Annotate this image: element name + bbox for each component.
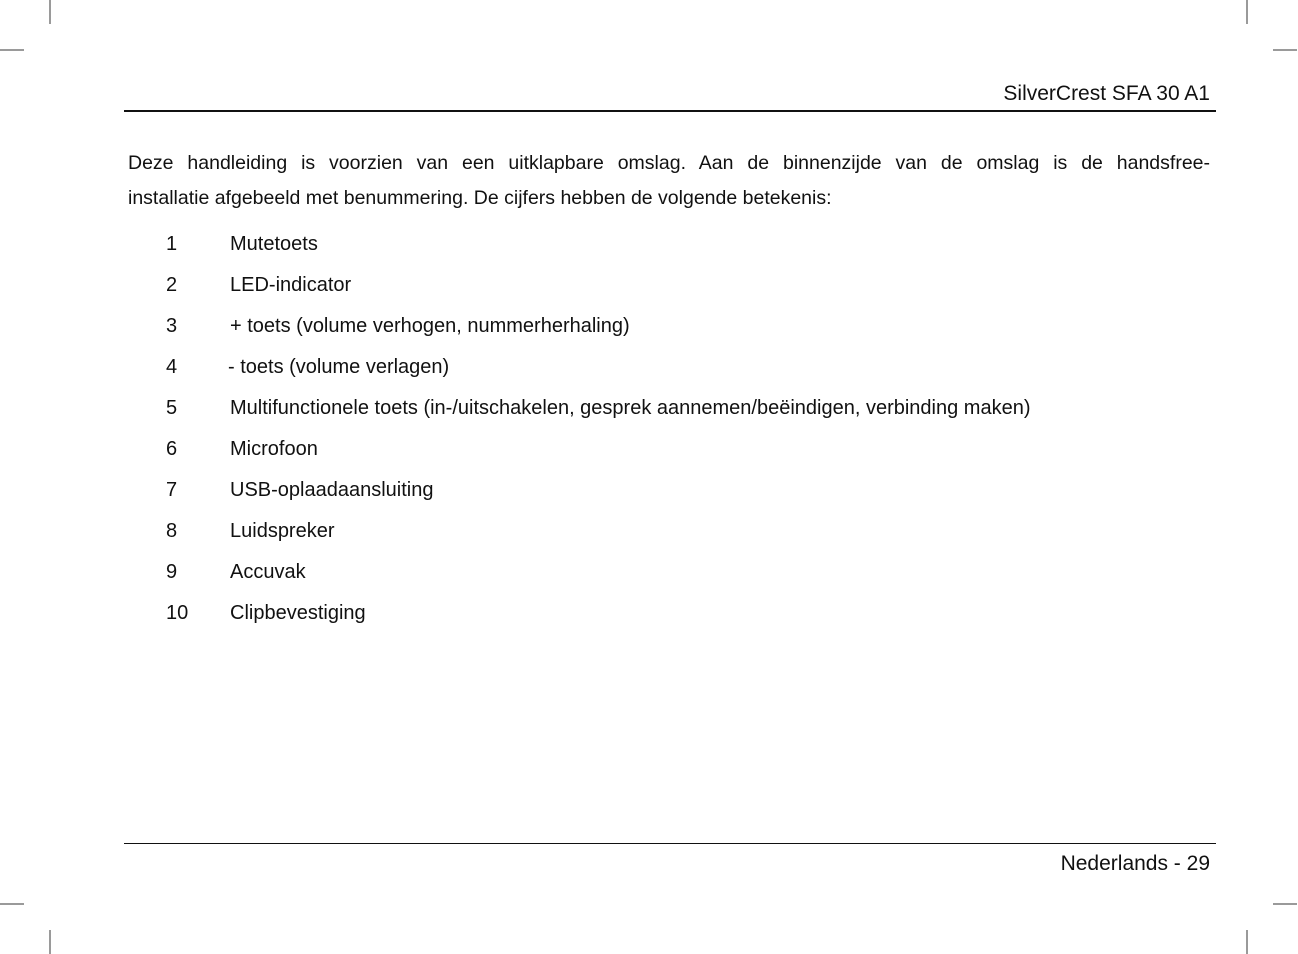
intro-line-1: Deze handleiding is voorzien van een uitklapbare omslag. Aan de binnenzijde van de omslag is de handsfree-	[128, 152, 1210, 174]
footer-rule	[124, 843, 1216, 844]
item-number: 9	[166, 561, 178, 583]
item-number: 1	[166, 233, 178, 255]
item-label: Accuvak	[230, 561, 306, 583]
crop-mark-top-left-vertical	[49, 0, 51, 24]
item-label: Microfoon	[230, 438, 318, 460]
item-number: 8	[166, 520, 178, 542]
item-label: + toets (volume verhogen, nummerherhaling)	[230, 315, 630, 337]
item-number: 5	[166, 397, 178, 419]
crop-mark-bottom-right-horizontal	[1273, 903, 1297, 905]
intro-line-2: installatie afgebeeld met benummering. De cijfers hebben de volgende betekenis:	[128, 187, 832, 209]
crop-mark-top-left-horizontal	[0, 49, 24, 51]
header-rule	[124, 110, 1216, 112]
item-label: Mutetoets	[230, 233, 318, 255]
crop-mark-bottom-right-vertical	[1246, 930, 1248, 954]
item-label: USB-oplaadaansluiting	[230, 479, 434, 501]
intro-paragraph	[128, 146, 1210, 216]
item-number: 3	[166, 315, 178, 337]
crop-mark-top-right-vertical	[1246, 0, 1248, 24]
crop-mark-top-right-horizontal	[1273, 49, 1297, 51]
item-number: 7	[166, 479, 178, 501]
item-label: LED-indicator	[230, 274, 352, 296]
item-number: 4	[166, 356, 178, 378]
crop-mark-bottom-left-vertical	[49, 930, 51, 954]
crop-mark-bottom-left-horizontal	[0, 903, 24, 905]
item-number: 6	[166, 438, 178, 460]
page-footer-label: Nederlands - 29	[1060, 852, 1210, 875]
page-header-title: SilverCrest SFA 30 A1	[1003, 82, 1210, 105]
item-label: Luidspreker	[230, 520, 335, 542]
item-number: 10	[166, 602, 189, 624]
item-label: Clipbevestiging	[230, 602, 366, 624]
item-number: 2	[166, 274, 178, 296]
item-label: - toets (volume verlagen)	[228, 356, 450, 378]
item-label: Multifunctionele toets (in-/uitschakelen, gesprek aannemen/beëindigen, verbinding maken)	[230, 397, 1031, 419]
